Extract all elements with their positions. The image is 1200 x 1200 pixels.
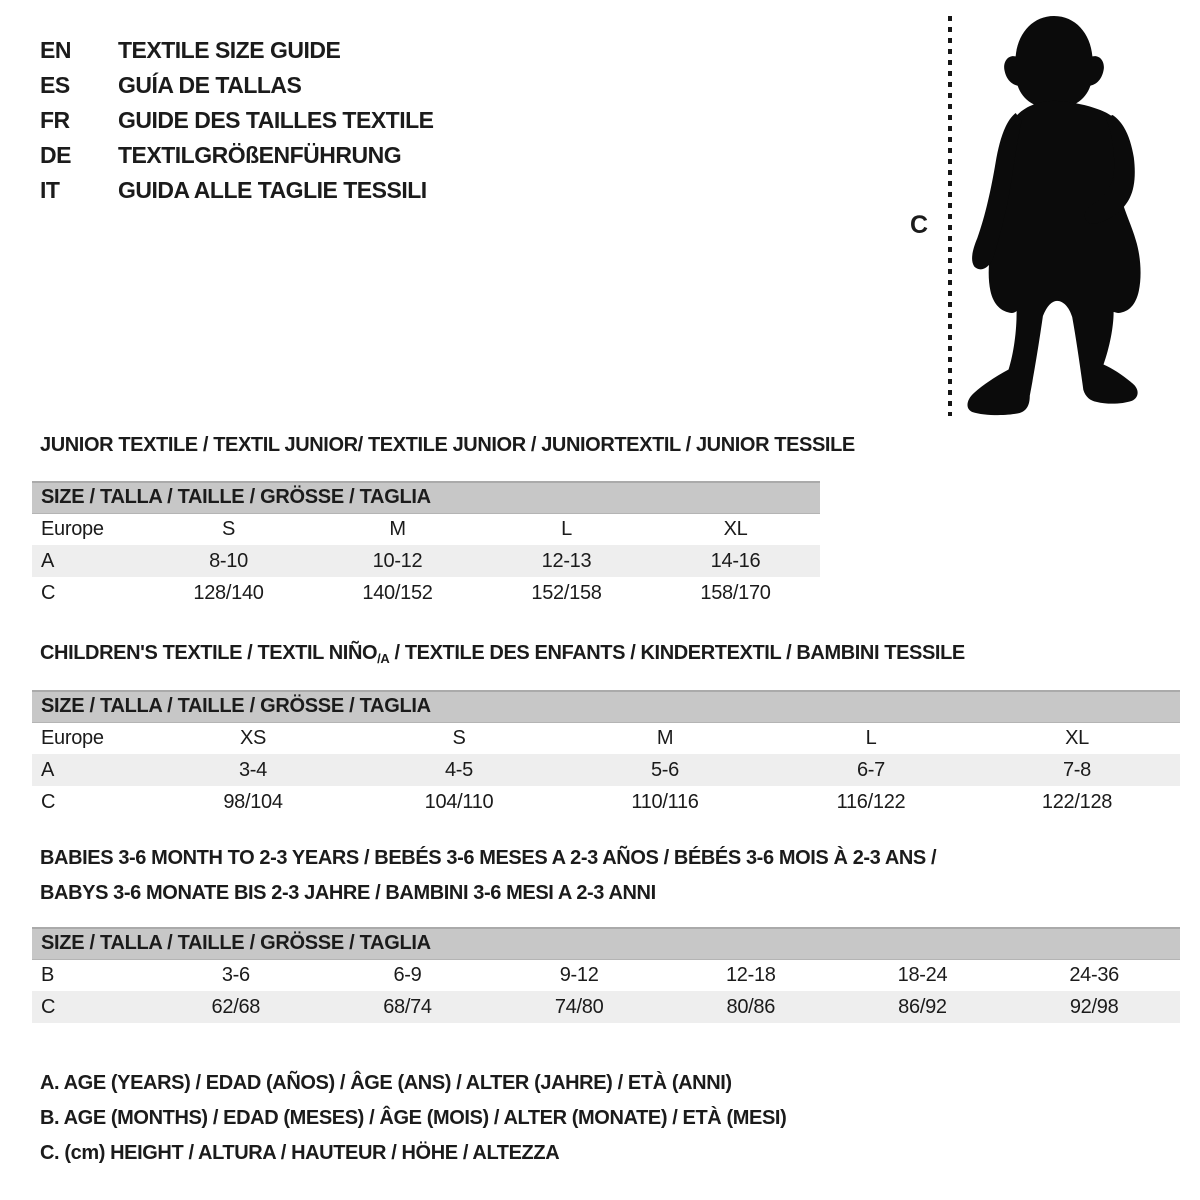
- months-cell: 3-6: [221, 963, 250, 986]
- babies-size-table: [32, 927, 1180, 1023]
- age-cell: 14-16: [651, 545, 820, 577]
- table-row-europe: [32, 722, 1180, 754]
- children-title-pre: CHILDREN'S TEXTILE / TEXTIL NIÑO: [40, 642, 378, 664]
- height-cell: 92/98: [1008, 991, 1180, 1023]
- legend-line-age-years: A. AGE (YEARS) / EDAD (AÑOS) / ÂGE (ANS) / ALTER (JAHRE) / ETÀ (ANNI): [40, 1072, 732, 1094]
- height-cell: 74/80: [493, 991, 665, 1023]
- size-cell: XS: [239, 726, 267, 749]
- months-cell: 18-24: [897, 963, 948, 986]
- children-section-title: [40, 642, 965, 665]
- age-cell: 7-8: [974, 754, 1180, 786]
- row-label: C: [41, 581, 56, 604]
- age-cell: 6-7: [768, 754, 974, 786]
- height-cell: 128/140: [193, 581, 264, 604]
- months-cell: 6-9: [393, 963, 422, 986]
- months-cell: 12-18: [725, 963, 776, 986]
- language-code: DE: [40, 142, 71, 168]
- height-cell: 152/158: [531, 581, 602, 604]
- size-header-label: SIZE / TALLA / TAILLE / GRÖSSE / TAGLIA: [32, 482, 820, 513]
- guide-title-fr: GUIDE DES TAILLES TEXTILE: [118, 107, 434, 133]
- height-cell: 116/122: [836, 790, 906, 813]
- language-row: [40, 103, 434, 138]
- children-title-post: / TEXTILE DES ENFANTS / KINDERTEXTIL / BAMBINI TESSILE: [389, 642, 965, 664]
- language-row: [40, 68, 434, 103]
- legend-line-age-months: B. AGE (MONTHS) / EDAD (MESES) / ÂGE (MOIS) / ALTER (MONATE) / ETÀ (MESI): [40, 1107, 787, 1129]
- language-row: [40, 173, 434, 208]
- age-cell: 10-12: [313, 545, 482, 577]
- table-row-height: [32, 786, 1180, 818]
- table-row-europe: [32, 513, 820, 545]
- language-code: FR: [40, 107, 70, 133]
- toddler-silhouette-icon: [960, 14, 1144, 418]
- size-header-row: [32, 482, 820, 513]
- children-size-table: [32, 690, 1180, 818]
- language-code: ES: [40, 72, 70, 98]
- table-row-age: [32, 754, 1180, 786]
- size-header-label: SIZE / TALLA / TAILLE / GRÖSSE / TAGLIA: [32, 928, 1180, 959]
- language-code: IT: [40, 177, 60, 203]
- height-cell: 122/128: [1041, 790, 1113, 813]
- size-cell: S: [452, 726, 466, 749]
- size-cell: XL: [1065, 726, 1089, 749]
- row-label: Europe: [41, 726, 104, 749]
- guide-title-en: TEXTILE SIZE GUIDE: [118, 37, 341, 63]
- language-row: [40, 138, 434, 173]
- height-cell: 110/116: [631, 790, 699, 813]
- row-label: B: [41, 963, 55, 986]
- months-cell: 9-12: [559, 963, 599, 986]
- height-cell: 158/170: [700, 581, 771, 604]
- legend-line-height: C. (cm) HEIGHT / ALTURA / HAUTEUR / HÖHE / ALTEZZA: [40, 1142, 560, 1164]
- table-row-months: [32, 959, 1180, 991]
- size-cell: M: [656, 726, 674, 749]
- babies-section-title-line1: BABIES 3-6 MONTH TO 2-3 YEARS / BEBÉS 3-6 MESES A 2-3 AÑOS / BÉBÉS 3-6 MOIS À 2-3 ANS /: [40, 847, 937, 869]
- children-title-subscript: /A: [377, 651, 390, 666]
- months-cell: 24-36: [1069, 963, 1119, 986]
- row-label: C: [41, 790, 56, 813]
- size-cell: L: [865, 726, 877, 749]
- height-measure-label: C: [910, 211, 929, 239]
- guide-title-de: TEXTILGRÖßENFÜHRUNG: [118, 142, 402, 168]
- height-cell: 86/92: [837, 991, 1009, 1023]
- height-cell: 80/86: [665, 991, 837, 1023]
- language-title-list: [40, 33, 434, 208]
- age-cell: 8-10: [144, 545, 313, 577]
- height-measure-dashed-line: [948, 16, 952, 416]
- height-cell: 98/104: [223, 790, 283, 813]
- size-cell: S: [221, 517, 236, 540]
- language-code: EN: [40, 37, 71, 63]
- size-header-row: [32, 691, 1180, 722]
- height-cell: 104/110: [424, 790, 494, 813]
- table-row-age: [32, 545, 820, 577]
- language-row: [40, 33, 434, 68]
- height-cell: 62/68: [150, 991, 322, 1023]
- guide-title-es: GUÍA DE TALLAS: [118, 72, 302, 98]
- size-header-row: [32, 928, 1180, 959]
- height-cell: 68/74: [322, 991, 494, 1023]
- age-cell: 5-6: [562, 754, 768, 786]
- age-cell: 3-4: [150, 754, 356, 786]
- row-label: A: [32, 754, 150, 786]
- footer-legend: [40, 1066, 786, 1171]
- size-cell: M: [389, 517, 406, 540]
- row-label: Europe: [41, 517, 104, 540]
- babies-section-title-line2: BABYS 3-6 MONATE BIS 2-3 JAHRE / BAMBINI 3-6 MESI A 2-3 ANNI: [40, 882, 656, 904]
- height-cell: 140/152: [362, 581, 433, 604]
- table-row-height: [32, 991, 1180, 1023]
- size-cell: L: [561, 517, 572, 540]
- row-label: C: [32, 991, 150, 1023]
- age-cell: 12-13: [482, 545, 651, 577]
- row-label: A: [32, 545, 144, 577]
- junior-size-table: [32, 481, 820, 609]
- junior-section-title: JUNIOR TEXTILE / TEXTIL JUNIOR/ TEXTILE JUNIOR / JUNIORTEXTIL / JUNIOR TESSILE: [40, 434, 855, 456]
- size-header-label: SIZE / TALLA / TAILLE / GRÖSSE / TAGLIA: [32, 691, 1180, 722]
- size-cell: XL: [723, 517, 748, 540]
- guide-title-it: GUIDA ALLE TAGLIE TESSILI: [118, 177, 427, 203]
- age-cell: 4-5: [356, 754, 562, 786]
- table-row-height: [32, 577, 820, 609]
